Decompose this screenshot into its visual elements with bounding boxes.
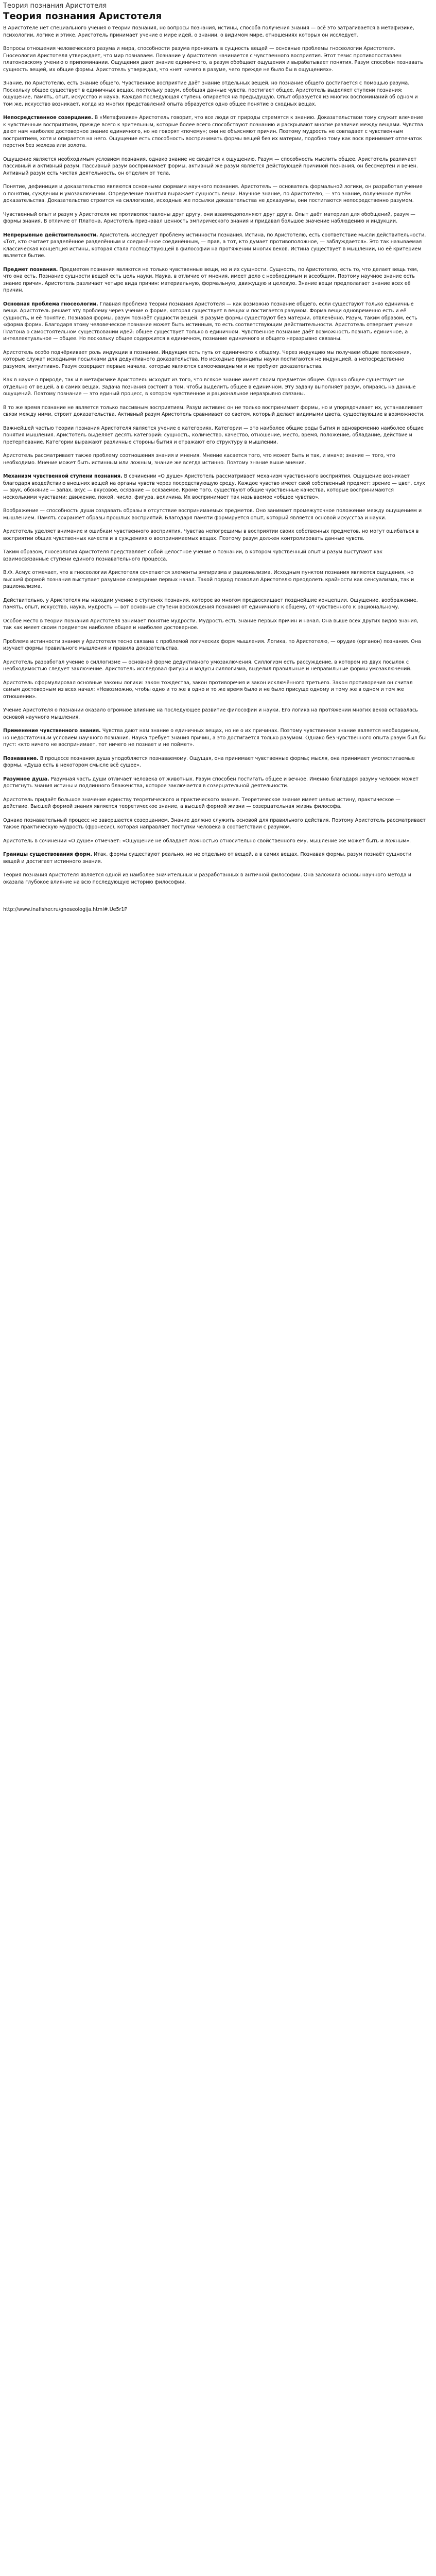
paragraph-text: Чувственный опыт и разум у Аристотеля не противопоставлены друг другу, они взаимодополняют друг друга. Опыт даёт материал для обобщений, разум — формы знания. В отличие от Платона, Аристотель признавал ценность эмпирического знания и придавал большое значение наблюдению и индукции. xyxy=(3,211,415,224)
paragraph-text: Особое место в теории познания Аристотеля занимает понятие мудрости. Мудрость есть знание первых причин и начал. Она выше всех других видов знания, так как имеет своим предметом наиболее общее и наиболее достоверное. xyxy=(3,618,418,631)
paragraph xyxy=(3,266,427,294)
paragraph xyxy=(3,872,427,886)
paragraph xyxy=(3,597,427,611)
paragraph xyxy=(3,838,427,845)
paragraph-text: Аристотель уделяет внимание и ошибкам чувственного восприятия. Чувства непогрешимы в восприятии своих собственных предметов, но могут ошибаться в восприятии общих чувственных качеств и в суждениях о воспринимаемых вещах. Поэтому разум должен контролировать данные чувств. xyxy=(3,529,419,541)
paragraph xyxy=(3,638,427,652)
paragraph-text: Главная проблема теории познания Аристотеля — как возможно познание общего, если существуют только единичные вещи. Аристотель решает эту проблему через учение о форме, которая существует в вещах и постигается разумом. Форма вещи одновременно есть и её сущность, и её понятие. Познавая формы, разум познаёт сущности вещей. В разуме формы существуют без материи, отвлечённо. Разум, таким образом, есть «форма форм». Благодаря этому человеческое познание может быть истинным, то есть соответствующим действительности. Аристотель отвергает учение Платона о самостоятельном существовании идей: общее существует только в единичном. Чувственное познание даёт возможность познать единичное, а интеллектуальное — общее. Но поскольку общее содержится в единичном, познание единичного и общего неразрывно связаны. xyxy=(3,301,417,342)
paragraph-text: В.Ф. Асмус отмечает, что в гносеологии Аристотеля сочетаются элементы эмпиризма и рационализма. Исходным пунктом познания являются ощущения, но высшей формой познания выступает разумное созерцание первых начал. Такой подход позволил Аристотелю преодолеть крайности как сенсуализма, так и рационализма. xyxy=(3,570,414,589)
paragraph-text: Однако познавательный процесс не завершается созерцанием. Знание должно служить основой для правильного действия. Поэтому Аристотель рассматривает также практическую мудрость (фронесис), которая направляет поступки человека в соответствии с разумом. xyxy=(3,817,426,830)
paragraph xyxy=(3,156,427,177)
paragraph-text: Аристотель придаёт большое значение единству теоретического и практического знания. Теоретическое знание имеет целью истину, практическое — действие. Высшей формой знания является теоретическое знание, а высшей формой жизни — созерцательная жизнь философа. xyxy=(3,796,400,809)
paragraph xyxy=(3,507,427,521)
paragraph xyxy=(3,45,427,73)
paragraph-heading: Механизм чувственной ступени познания. xyxy=(3,473,123,479)
paragraph-text: Как в науке о природе, так и в метафизике Аристотель исходит из того, что всякое знание имеет своим предметом общее. Однако общее существует не отдельно от вещей, а в самих вещах. Задача познания состоит в том, чтобы выделить общее в единичном. Эту задачу выполняет разум, опираясь на данные ощущений. Поэтому познание — это единый процесс, в котором чувственное и рациональное неразрывно связаны. xyxy=(3,377,416,397)
paragraph-heading: Применение чувственного знания. xyxy=(3,728,101,734)
paragraph xyxy=(3,817,427,831)
paragraph-heading: Основная проблема гносеологии. xyxy=(3,301,98,307)
paragraph xyxy=(3,349,427,370)
paragraph-text: Разумная часть души отличает человека от животных. Разум способен постигать общее и вечное. Именно благодаря разуму человек может достигнуть знания истины и подлинного блаженства, которое заключается в созерцательной деятельности. xyxy=(3,776,418,789)
paragraph-text: Теория познания Аристотеля является одной из наиболее значительных и разработанных в античной философии. Она заложила основы научного метода и оказала глубокое влияние на всю последующую историю философии. xyxy=(3,872,411,885)
paragraph-heading: Разумное душа. xyxy=(3,776,49,782)
paragraph xyxy=(3,183,427,205)
paragraph-text: Аристотель рассматривает также проблему соотношения знания и мнения. Мнение касается того, что может быть и так, и иначе; знание — того, что необходимо. Мнение может быть истинным или ложным, знание же всегда истинно. Поэтому знание выше мнения. xyxy=(3,453,395,466)
paragraph xyxy=(3,618,427,632)
paragraph xyxy=(3,755,427,769)
paragraph-text: В Аристотеле нет специального учения о теории познания, но вопросы познания, истины, способа получения знания — всё это затрагивается в метафизике, психологии, логике и этике. Аристотель принимает учение о мире идей, о знании, о видимом мире, отношениях которых он исследует. xyxy=(3,25,414,38)
paragraph-heading: Познавание. xyxy=(3,755,39,761)
paragraph xyxy=(3,549,427,563)
paragraph-text: В то же время познание не является только пассивным восприятием. Разум активен: он не только воспринимает формы, но и упорядочивает их, устанавливает связи между ними, строит доказательства. Активный разум Аристотель сравнивает со светом, который делает видимыми цвета, существующие в возможности. xyxy=(3,404,425,417)
paragraph-heading: Предмет познания. xyxy=(3,266,58,273)
paragraph xyxy=(3,425,427,446)
paragraph xyxy=(3,211,427,225)
page-title: Теория познания Аристотеля xyxy=(3,11,162,22)
paragraph-heading: Непрерывные действительности. xyxy=(3,232,98,238)
paragraph-text: Таким образом, гносеология Аристотеля представляет собой целостное учение о познании, в котором чувственный опыт и разум выступают как взаимосвязанные ступени единого познавательного процесса. xyxy=(3,549,383,562)
paragraph-text: Действительно, у Аристотеля мы находим учение о ступенях познания, которое во многом предвосхищает позднейшие концепции. Ощущение, воображение, память, опыт, искусство, наука, мудрость — вот основные ступени восхождения познания от единичного к общему, от чувственного к рациональному. xyxy=(3,597,418,610)
document-body xyxy=(3,25,427,886)
paragraph xyxy=(3,659,427,673)
paragraph-text: Воображение — способность души создавать образы в отсутствие воспринимаемых предметов. Оно занимает промежуточное положение между ощущением и мышлением. Память сохраняет образы прошлых восприятий. Благодаря памяти формируется опыт, который является основой искусства и науки. xyxy=(3,508,422,521)
paragraph xyxy=(3,528,427,542)
paragraph-text: Ощущение является необходимым условием познания, однако знание не сводится к ощущению. Разум — способность мыслить общее. Аристотель различает пассивный и активный разум. Пассивный разум воспринимает формы, активный же разум является действующей причиной познания, он бессмертен и вечен. Активный разум есть чистая деятельность, он отделим от тела. xyxy=(3,156,418,176)
paragraph xyxy=(3,473,427,501)
paragraph-text: Аристотель в сочинении «О душе» отмечает: «Ощущение не обладает ложностью относительно свойственного ему, мышление же может быть и ложным». xyxy=(3,838,411,844)
paragraph-text: В процессе познания душа уподобляется познаваемому. Ощущая, она принимает чувственные формы; мысля, она принимает умопостигаемые формы. «Душа есть в некотором смысле всё сущее». xyxy=(3,755,415,768)
paragraph xyxy=(3,796,427,810)
paragraph xyxy=(3,707,427,721)
paragraph-text: Аристотель разработал учение о силлогизме — основной форме дедуктивного умозаключения. Силлогизм есть рассуждение, в котором из двух посылок с необходимостью следует заключение. Аристотель исследовал фигуры и модусы силлогизма, выделил правильные и неправильные формы умозаключений. xyxy=(3,659,412,672)
paragraph-text: Учение Аристотеля о познании оказало огромное влияние на последующее развитие философии и науки. Его логика на протяжении многих веков оставалась основой научного мышления. xyxy=(3,707,418,720)
paragraph xyxy=(3,114,427,149)
paragraph-text: Аристотель особо подчёркивает роль индукции в познании. Индукция есть путь от единичного к общему. Через индукцию мы получаем общие положения, которые служат исходными посылками для дедуктивного доказательства. Но исходные принципы науки постигаются не индукцией, а непосредственно разумом, интуитивно. Разум созерцает первые начала, которые являются самоочевидными и не требуют доказательства. xyxy=(3,349,411,369)
source-link[interactable]: http://www.inafisher.ru/gnoseologija.html#.Ue5r1P xyxy=(3,907,128,912)
paragraph xyxy=(3,851,427,865)
paragraph-text: Итак, формы существуют реально, но не отдельно от вещей, а в самих вещах. Познавая формы, разум познаёт сущности вещей и достигает истинного знания. xyxy=(3,852,412,865)
paragraph xyxy=(3,680,427,701)
paragraph-heading: Непосредственное созерцание. xyxy=(3,115,93,121)
document-tab-title: Теория познания Аристотеля xyxy=(3,2,107,10)
paragraph-heading: Границы существования форм. xyxy=(3,852,93,857)
paragraph-text: Аристотель сформулировал основные законы логики: закон тождества, закон противоречия и закон исключённого третьего. Закон противоречия он считал самым достоверным из всех начал: «Невозможно, чтобы одно и то же в одно и то же время было и не было присуще одному и тому же в одном и том же отношении». xyxy=(3,680,413,700)
paragraph xyxy=(3,80,427,108)
paragraph xyxy=(3,301,427,343)
paragraph-text: Важнейшей частью теории познания Аристотеля является учение о категориях. Категории — это наиболее общие роды бытия и одновременно наиболее общие понятия мышления. Аристотель выделяет десять категорий: сущность, количество, качество, отношение, место, время, положение, обладание, действие и претерпевание. Категории выражают различные стороны бытия и отражают его структуру в мышлении. xyxy=(3,425,424,445)
paragraph-text: Проблема истинности знания у Аристотеля тесно связана с проблемой логических форм мышления. Логика, по Аристотелю, — орудие (органон) познания. Она изучает формы правильного мышления и правила доказательства. xyxy=(3,638,421,651)
paragraph xyxy=(3,776,427,790)
paragraph-text: Вопросы отношения человеческого разума и мира, способности разума проникать в сущность вещей — основные проблемы гносеологии Аристотеля. Гносеология Аристотеля утверждает, что мир познаваем. Познание у Аристотеля начинается с чувственного восприятия. Этот тезис противопоставлен платоновскому учению о припоминании. Ощущения дают знание единичного, а разум обобщает ощущения и вырабатывает понятия. Разум способен познавать сущность вещей, их общие формы. Аристотель утверждал, что «нет ничего в разуме, чего прежде не было бы в ощущениях». xyxy=(3,46,423,73)
paragraph-text: Чувства дают нам знание о единичных вещах, но не о их причинах. Поэтому чувственное знание является необходимым, но недостаточным условием научного познания. Наука требует знания причин, а это достигается только разумом. Однако без чувственного опыта разум был бы пуст: «кто ничего не воспринимает, тот ничего не познает и не поймет». xyxy=(3,728,426,748)
paragraph xyxy=(3,569,427,590)
paragraph xyxy=(3,452,427,466)
paragraph xyxy=(3,377,427,398)
paragraph-text: Знание, по Аристотелю, есть знание общего. Чувственное восприятие даёт знание отдельных вещей, но познание общего достигается с помощью разума. Поскольку общее существует в единичных вещах, постольку разум, обобщая данные чувств, постигает общее. Аристотель выделяет ступени познания: ощущение, память, опыт, искусство и наука. Каждая последующая ступень опирается на предыдущую. Опыт образуется из многих воспоминаний об одном и том же, искусство возникает, когда из многих представлений опыта образуется одно общее понятие о сходных вещах. xyxy=(3,80,418,107)
paragraph xyxy=(3,404,427,418)
paragraph-text: Аристотель исследует проблему истинности познания. Истина, по Аристотелю, есть соответствие мысли действительности. «Тот, кто считает разделённое разделённым и соединённое соединённым, — прав, а тот, кто думает противоположное, — заблуждается». Это так называемая классическая концепция истины, которая стала господствующей в философии на протяжении многих веков. Истина существует в мышлении, но её критерием является бытие. xyxy=(3,232,426,259)
paragraph-text: В сочинении «О душе» Аристотель рассматривает механизм чувственного восприятия. Ощущение возникает благодаря воздействию внешних вещей на органы чувств через посредствующую среду. Каждое чувство имеет свой собственный предмет: зрение — цвет, слух — звук, обоняние — запах, вкус — вкусовое, осязание — осязаемое. Кроме того, существуют общие чувственные качества, которые воспринимаются несколькими чувствами: движение, покой, число, фигура, величина. Их воспринимает так называемое «общее чувство». xyxy=(3,473,425,500)
paragraph xyxy=(3,232,427,260)
paragraph xyxy=(3,727,427,749)
paragraph-text: Понятие, дефиниция и доказательство являются основными формами научного познания. Аристотель — основатель формальной логики, он разработал учение о понятии, суждении и умозаключении. Определение понятия выражает сущность вещи. Научное знание, по Аристотелю, — это знание, полученное путём доказательства. Доказательство строится на силлогизме, исходные же посылки доказательства не доказуемы, они постигаются непосредственно разумом. xyxy=(3,184,423,204)
document-page xyxy=(0,0,430,916)
paragraph xyxy=(3,25,427,39)
paragraph-text: В «Метафизике» Аристотель говорит, что все люди от природы стремятся к знанию. Доказательством тому служит влечение к чувственным восприятиям, прежде всего к зрительным, которые более всего способствуют познанию и раскрывают многие различия между вещами. Чувства дают нам наиболее достоверное знание единичного, но не говорят «почему»; они не объясняют причин. Поэтому мудрость не совпадает с чувственным восприятием, хотя и опирается на него. Ощущение есть способность воспринимать формы вещей без их материи, подобно тому как воск принимает отпечаток перстня без железа или золота. xyxy=(3,115,423,148)
paragraph-text: Предметом познания являются не только чувственные вещи, но и их сущности. Сущность, по Аристотелю, есть то, что делает вещь тем, что она есть. Познание сущности вещей есть цель науки. Наука, в отличие от мнения, имеет дело с необходимым и всеобщим. Поэтому научное знание есть знание причин. Аристотель различает четыре вида причин: материальную, формальную, движущую и целевую. Знание вещи предполагает знание всех её причин. xyxy=(3,266,418,293)
